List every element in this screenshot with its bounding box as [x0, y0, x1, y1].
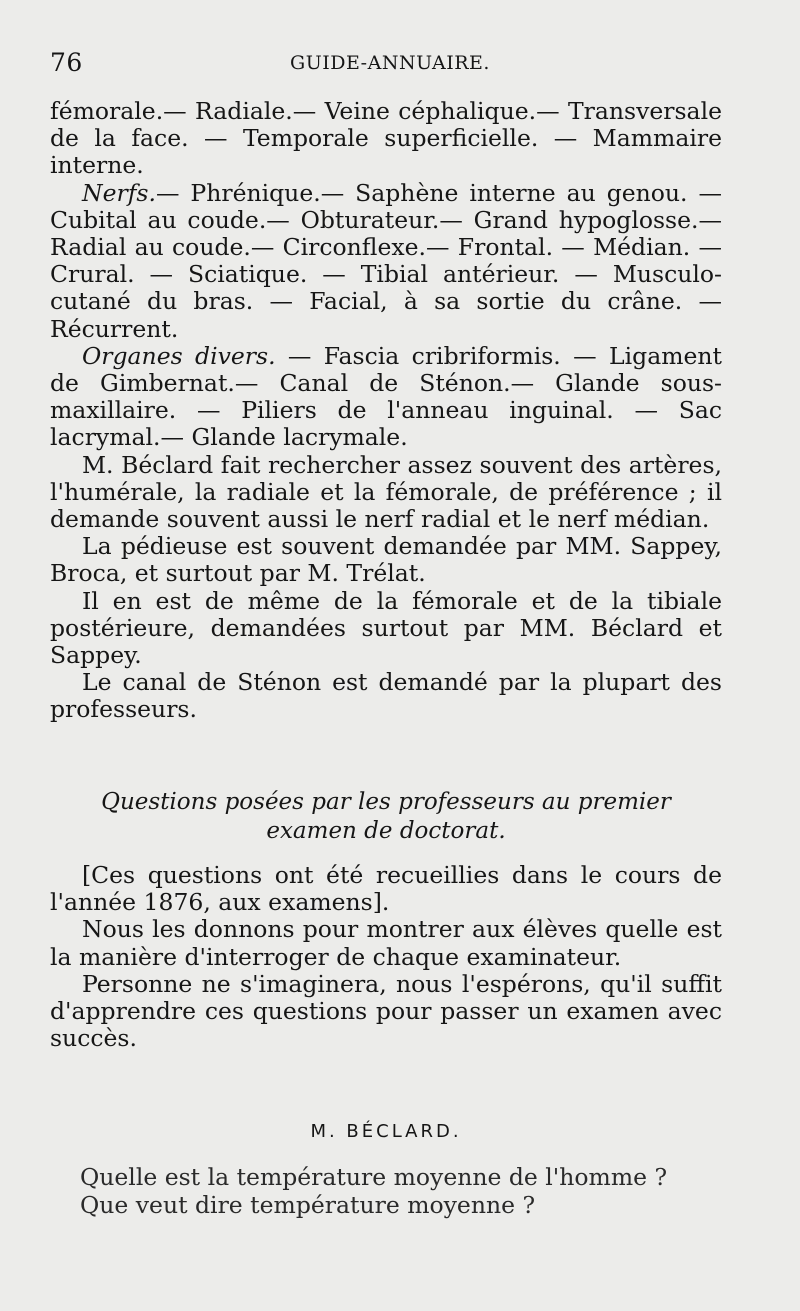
paragraph-femorale-tibiale [50, 588, 722, 670]
body-text-intro [50, 862, 722, 1052]
paragraph-pedieuse [50, 533, 722, 587]
paragraph-organes-divers [50, 343, 722, 452]
subheading-line: Questions posées par les professeurs au premier [101, 789, 671, 815]
page-header [50, 42, 730, 82]
subheading-line: examen de doctorat. [266, 818, 506, 844]
paragraph-text: M. Béclard fait rechercher assez souvent des artères, l'humérale, la radiale et la fémorale, de préférence ; il demande souvent aussi le nerf radial et le nerf médian. [50, 450, 722, 534]
paragraph-text: — Phrénique.— Saphène interne au genou. — Cubital au coude.— Obturateur.— Grand hypoglosse.— Radial au coude.— Circonflexe.— Frontal. — Médian. — Crural. — Sciatique. — Tibial antérieur. — Musculo-cutané du bras. — Facial, à sa sortie du crâne. — Récurrent. [50, 178, 722, 343]
paragraph-text: Le canal de Sténon est demandé par la plupart des professeurs. [50, 668, 722, 724]
paragraph-recueillies [50, 862, 722, 916]
paragraph-text: La pédieuse est souvent demandée par MM. Sappey, Broca, et surtout par M. Trélat. [50, 532, 722, 588]
page-number: 76 [50, 48, 83, 77]
paragraph-text: fémorale.— Radiale.— Veine céphalique.— Transversale de la face. — Temporale superficielle. — Mammaire interne. [50, 97, 722, 180]
paragraph-personne [50, 971, 722, 1053]
paragraph-arteries-continued [50, 98, 722, 180]
paragraph-text: [Ces questions ont été recueillies dans le cours de l'année 1876, aux examens]. [50, 861, 722, 917]
paragraph-donnons [50, 916, 722, 970]
examiner-heading: M. BÉCLARD. [310, 1121, 462, 1142]
paragraph-nerfs [50, 180, 722, 343]
section-subheading [50, 788, 722, 846]
body-text [50, 98, 722, 724]
paragraph-text: Il en est de même de la fémorale et de la tibiale postérieure, demandées surtout par MM. Béclard et Sappey. [50, 586, 722, 670]
paragraph-text: — Fascia cribriformis. — Ligament de Gimbernat.— Canal de Sténon.— Glande sous-maxillaire. — Piliers de l'anneau inguinal. — Sac lacrymal.— Glande lacrymale. [50, 341, 722, 452]
question-list [80, 1163, 730, 1219]
paragraph-text: Personne ne s'imaginera, nous l'espérons, qu'il suffit d'apprendre ces questions pour passer un examen avec succès. [50, 969, 722, 1053]
paragraph-text: Nous les donnons pour montrer aux élèves quelle est la manière d'interroger de chaque examinateur. [50, 915, 722, 971]
running-title: GUIDE-ANNUAIRE. [290, 52, 490, 74]
question-line: Quelle est la température moyenne de l'homme ? [80, 1163, 668, 1191]
question-line: Que veut dire température moyenne ? [80, 1191, 536, 1219]
paragraph-label: Organes divers. [82, 341, 276, 370]
paragraph-beclard-arteries [50, 452, 722, 534]
paragraph-stenon [50, 669, 722, 723]
paragraph-label: Nerfs. [82, 178, 156, 207]
